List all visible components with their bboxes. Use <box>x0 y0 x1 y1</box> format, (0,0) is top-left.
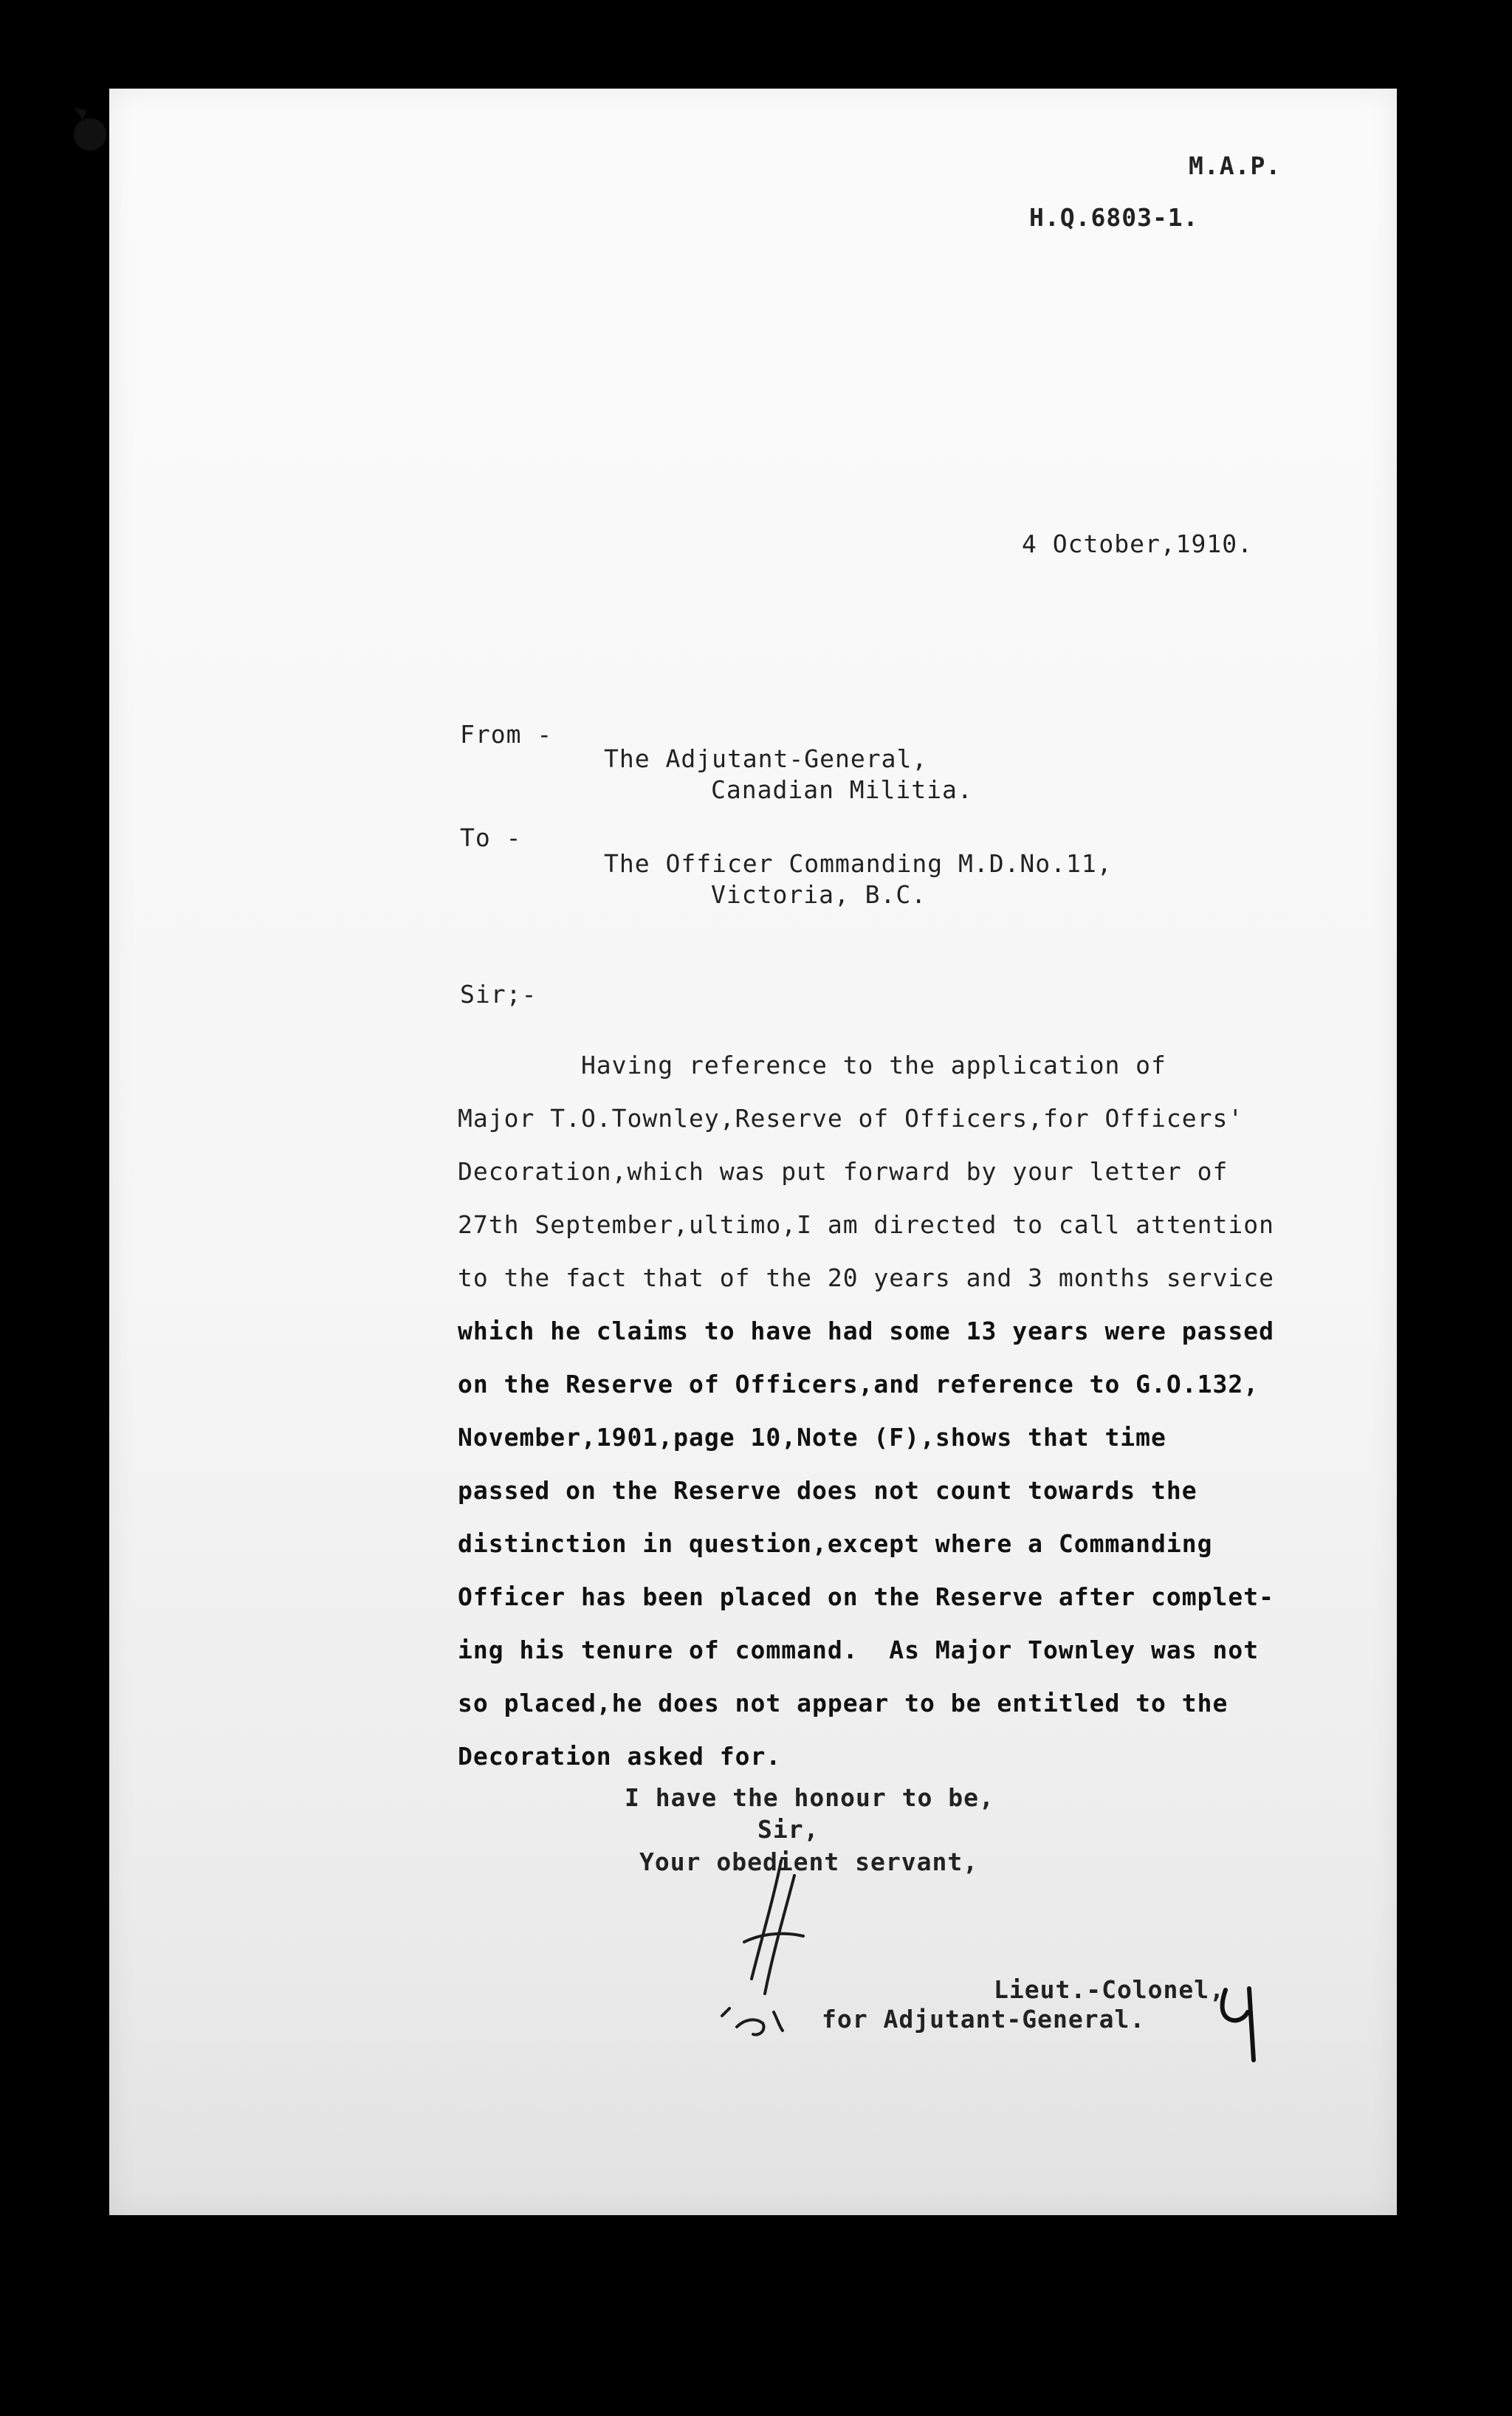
body-line: Major T.O.Townley,Reserve of Officers,for Officers' <box>458 1104 1244 1133</box>
body-line: on the Reserve of Officers,and reference to G.O.132, <box>458 1370 1260 1399</box>
binder-hole-mark <box>66 103 111 155</box>
letter-page <box>109 89 1397 2215</box>
body-line: Decoration asked for. <box>458 1742 782 1771</box>
body-line: ing his tenure of command. As Major Townley was not <box>458 1636 1260 1664</box>
from-label: From - <box>460 720 553 749</box>
reference-initials: M.A.P. <box>1189 151 1282 180</box>
handwritten-mark <box>1217 1983 1261 2064</box>
salutation: Sir;- <box>460 980 537 1009</box>
body-line: Decoration,which was put forward by your letter of <box>458 1157 1228 1186</box>
recipient-line-2: Victoria, B.C. <box>711 880 927 909</box>
body-line: distinction in question,except where a Commanding <box>458 1529 1213 1558</box>
signatory-for-line: for Adjutant-General. <box>822 2005 1146 2034</box>
closing-line-1: I have the honour to be, <box>625 1783 994 1812</box>
signatory-rank: Lieut.-Colonel, <box>994 1975 1226 2004</box>
letter-body <box>458 1039 1447 1783</box>
body-line: Having reference to the application of <box>458 1051 1166 1080</box>
body-line: so placed,he does not appear to be entitled to the <box>458 1689 1228 1717</box>
closing-line-2: Sir, <box>757 1815 819 1844</box>
sender-line-2: Canadian Militia. <box>711 775 973 804</box>
body-line: which he claims to have had some 13 years were passed <box>458 1317 1274 1345</box>
body-line: to the fact that of the 20 years and 3 months service <box>458 1263 1274 1292</box>
body-line: 27th September,ultimo,I am directed to call attention <box>458 1210 1274 1239</box>
file-number: H.Q.6803-1. <box>1029 203 1199 232</box>
closing-line-3: Your obedient servant, <box>639 1847 979 1876</box>
body-line: passed on the Reserve does not count towards the <box>458 1476 1197 1505</box>
body-line: November,1901,page 10,Note (F),shows that time <box>458 1423 1166 1452</box>
handwritten-signature <box>693 1853 840 2060</box>
recipient-line-1: The Officer Commanding M.D.No.11, <box>604 849 1113 878</box>
letter-date: 4 October,1910. <box>1022 529 1254 558</box>
sender-line-1: The Adjutant-General, <box>604 744 928 773</box>
to-label: To - <box>460 823 522 852</box>
body-line: Officer has been placed on the Reserve after complet- <box>458 1582 1274 1611</box>
